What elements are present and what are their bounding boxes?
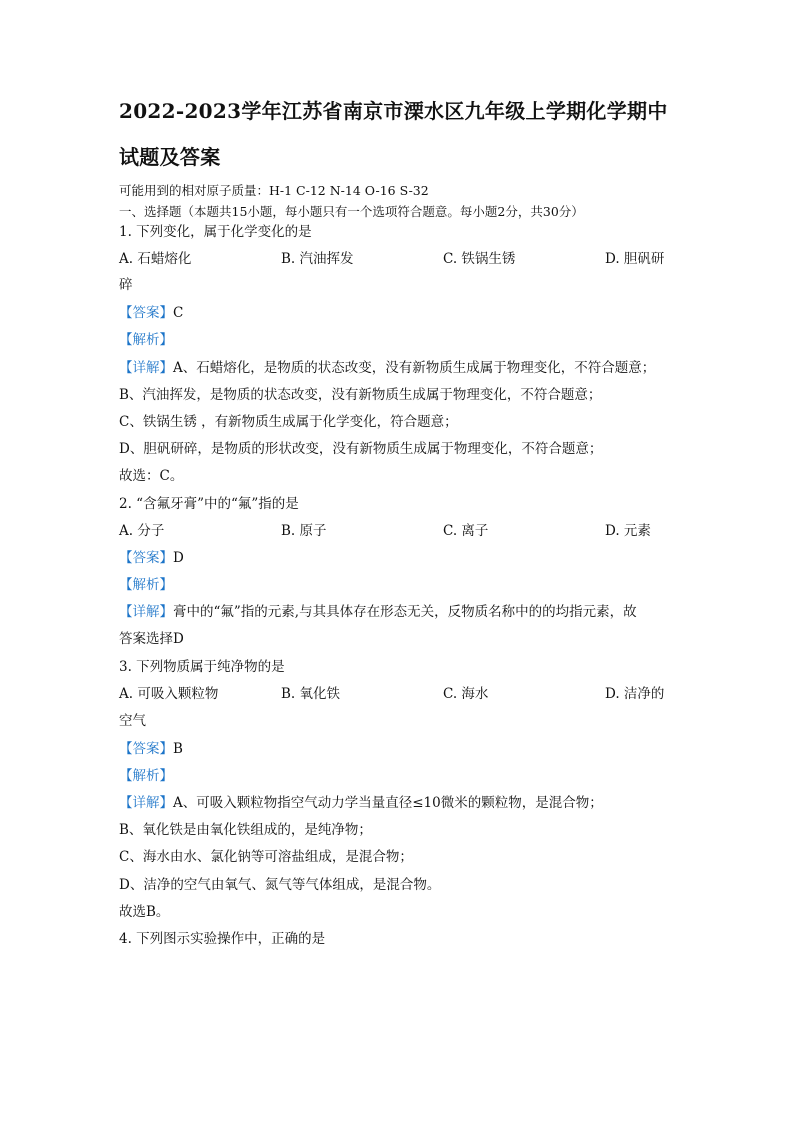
answer-tag: 【答案】 <box>119 305 173 321</box>
answer-tag: 【答案】 <box>119 741 173 757</box>
detail-tag: 【详解】 <box>119 795 173 811</box>
question-3-option-c: C. 海水 <box>443 686 489 702</box>
answer-value: D <box>173 550 184 566</box>
question-1-detail-line: B、汽油挥发，是物质的状态改变，没有新物质生成属于物理变化，不符合题意； <box>119 387 602 403</box>
question-3-option-a: A. 可吸入颗粒物 <box>119 686 219 702</box>
question-2-detail-line <box>119 603 637 621</box>
detail-text: A、可吸入颗粒物指空气动力学当量直径≤10微米的颗粒物，是混合物； <box>173 795 603 811</box>
question-1-stem: 1. 下列变化，属于化学变化的是 <box>119 224 312 240</box>
document-title-line-1: 2022-2023学年江苏省南京市溧水区九年级上学期化学期中 <box>119 99 668 123</box>
question-2-answer <box>119 549 184 567</box>
question-1-option-b: B. 汽油挥发 <box>281 251 354 267</box>
analysis-tag: 【解析】 <box>119 332 173 348</box>
question-1-detail-line: D、胆矾研碎，是物质的形状改变，没有新物质生成属于物理变化，不符合题意； <box>119 441 603 457</box>
question-3-conclusion: 故选B。 <box>119 904 170 920</box>
detail-tag: 【详解】 <box>119 360 173 376</box>
question-3-stem: 3. 下列物质属于纯净物的是 <box>119 659 285 675</box>
answer-value: C <box>173 305 184 321</box>
detail-text: 膏中的“氟”指的元素,与其具体存在形态无关，反物质名称中的的均指元素，故 <box>173 604 637 620</box>
question-2-option-b: B. 原子 <box>281 523 327 539</box>
question-4-stem: 4. 下列图示实验操作中，正确的是 <box>119 931 326 947</box>
detail-tag: 【详解】 <box>119 604 173 620</box>
question-2-detail-line: 答案选择D <box>119 631 184 647</box>
question-3-detail-line <box>119 794 603 812</box>
question-3-option-b: B. 氧化铁 <box>281 686 341 702</box>
question-2-option-c: C. 离子 <box>443 523 489 539</box>
document-title-line-2: 试题及答案 <box>119 145 221 169</box>
question-1-detail-line: C、铁锅生锈 ，有新物质生成属于化学变化，符合题意； <box>119 414 458 430</box>
atomic-masses-note: 可能用到的相对原子质量：H-1 C-12 N-14 O-16 S-32 <box>119 183 429 198</box>
question-2-option-d: D. 元素 <box>605 523 651 539</box>
question-1-option-d: D. 胆矾研 <box>605 251 665 267</box>
question-2-option-a: A. 分子 <box>119 523 165 539</box>
question-3-detail-line: C、海水由水、氯化钠等可溶盐组成，是混合物； <box>119 849 413 865</box>
question-1-conclusion: 故选：C。 <box>119 468 184 484</box>
question-1-analysis-tag <box>119 331 173 349</box>
analysis-tag: 【解析】 <box>119 768 173 784</box>
question-2-analysis-tag <box>119 576 173 594</box>
question-2-stem: 2. “含氟牙膏”中的“氟”指的是 <box>119 496 299 512</box>
answer-value: B <box>173 741 183 757</box>
question-3-detail-line: B、氧化铁是由氧化铁组成的，是纯净物； <box>119 822 372 838</box>
question-1-option-c: C. 铁锅生锈 <box>443 251 516 267</box>
question-1-option-a: A. 石蜡熔化 <box>119 251 192 267</box>
question-3-analysis-tag <box>119 767 173 785</box>
question-3-option-d: D. 洁净的 <box>605 686 665 702</box>
question-3-answer <box>119 740 183 758</box>
question-3-option-wrap: 空气 <box>119 713 146 729</box>
question-1-option-wrap: 碎 <box>119 277 133 293</box>
detail-text: A、石蜡熔化，是物质的状态改变，没有新物质生成属于物理变化，不符合题意； <box>173 360 656 376</box>
section-heading: 一、选择题（本题共15小题，每小题只有一个选项符合题意。每小题2分，共30分） <box>119 204 584 219</box>
question-1-detail-line <box>119 359 655 377</box>
answer-tag: 【答案】 <box>119 550 173 566</box>
question-1-answer <box>119 304 183 322</box>
analysis-tag: 【解析】 <box>119 577 173 593</box>
question-3-detail-line: D、洁净的空气由氧气、氮气等气体组成，是混合物。 <box>119 877 441 893</box>
